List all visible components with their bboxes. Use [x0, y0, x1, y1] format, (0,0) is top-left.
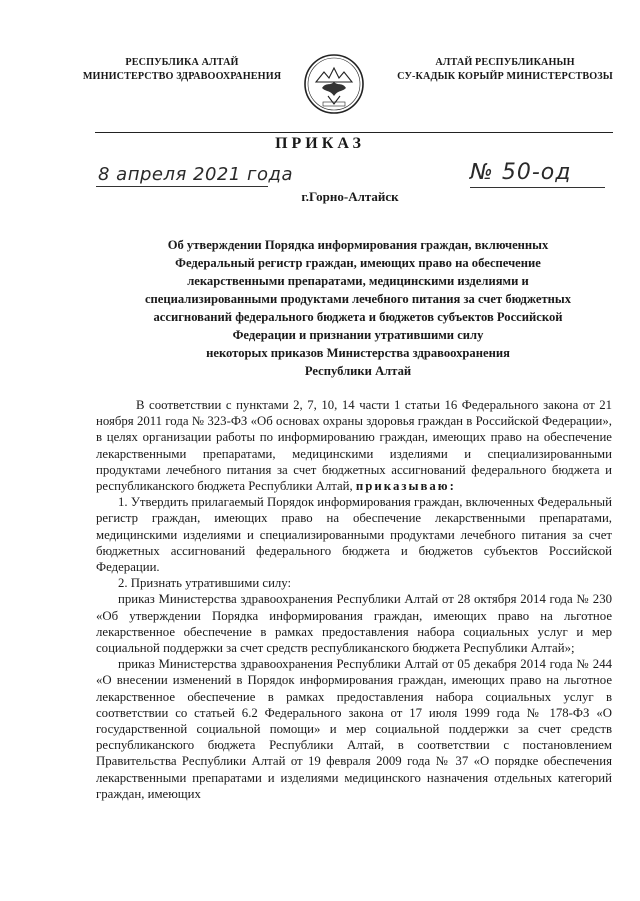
document-type-title: ПРИКАЗ [275, 135, 365, 152]
order-body [96, 397, 612, 802]
order-subject-line: Об утверждении Порядка информирования граждан, включенных [167, 238, 549, 252]
preamble-text: В соответствии с пунктами 2, 7, 10, 14 части 1 статьи 16 Федерального закона от 21 ноября 2011 года № 323-ФЗ «Об основах охраны здоровья граждан в Российской Федерации», в целях организации работы по информированию граждан, имеющих право на обеспечение лекарственными препаратами, медицинскими изделиями и специализированными продуктами лечебного питания за счет бюджетных ассигнований федерального бюджета и республиканского бюджета Республики Алтай, [96, 398, 612, 494]
date-underline [96, 186, 268, 187]
preamble-paragraph [96, 397, 612, 494]
republic-altai-coat-of-arms-icon [302, 52, 366, 116]
order-subject-line: Федерации и признании утратившими силу [232, 328, 484, 342]
handwritten-order-number: № 50-од [470, 160, 572, 185]
order-subject-title [100, 236, 616, 380]
repealed-order-paragraph: приказ Министерства здравоохранения Республики Алтай от 05 декабря 2014 года № 244 «О внесении изменений в Порядок информирования граждан, имеющих право на льготное лекарственное обеспечение в рамках предоставления набора социальных услуг в соответствии со статьей 6.2 Федерального закона от 17 июля 1999 года № 178-ФЗ «О государственной социальной помощи» и мер социальной поддержки за счет средств республиканского бюджета Республики Алтай, в соответствии с постановлением Правительства Республики Алтай от 19 февраля 2009 года № 37 «О порядке обеспечения лекарственными препаратами и изделиями медицинского назначения отдельных категорий граждан, имеющих [96, 657, 612, 801]
order-subject-line: Республики Алтай [304, 364, 412, 378]
order-subject-line: Федеральный регистр граждан, имеющих право на обеспечение [175, 256, 541, 270]
header-left [82, 56, 282, 84]
city-name: г.Горно-Алтайск [301, 189, 399, 204]
number-underline [470, 187, 605, 188]
header-right-line2: СУ-КАДЫК КОРЫЙР МИНИСТЕРСТВОЗЫ [397, 71, 613, 82]
header-right [388, 56, 622, 84]
header-left-line2: МИНИСТЕРСТВО ЗДРАВООХРАНЕНИЯ [82, 71, 282, 82]
order-keyword: приказываю: [355, 479, 456, 494]
header-divider [95, 132, 613, 133]
repealed-order-paragraph: приказ Министерства здравоохранения Республики Алтай от 28 октября 2014 года № 230 «Об утверждении Порядка информирования граждан, имеющих право на льготное лекарственное обеспечение в рамках предоставления набора социальных услуг и мер социальной поддержки за счет средств республиканского бюджета Республики Алтай»; [96, 592, 612, 656]
clause-2-paragraph: 2. Признать утратившими силу: [118, 576, 292, 591]
order-subject-line: ассигнований федерального бюджета и бюджетов субъектов Российской [153, 310, 563, 324]
order-subject-line: лекарственными препаратами, медицинскими изделиями и [187, 274, 529, 288]
order-subject-line: специализированными продуктами лечебного питания за счет бюджетных [144, 292, 572, 306]
handwritten-date: 8 апреля 2021 года [98, 164, 294, 185]
order-subject-line: некоторых приказов Министерства здравоохранения [206, 346, 510, 360]
header-right-line1: АЛТАЙ РЕСПУБЛИКАНЫН [435, 57, 575, 68]
header-left-line1: РЕСПУБЛИКА АЛТАЙ [125, 57, 239, 68]
clause-1-paragraph: 1. Утвердить прилагаемый Порядок информирования граждан, включенных Федеральный регистр граждан, имеющих право на обеспечение лекарственными препаратами, медицинскими изделиями и специализированными продуктами лечебного питания за счет бюджетных ассигнований федерального бюджета и бюджетов субъектов Российской Федерации. [96, 495, 612, 575]
